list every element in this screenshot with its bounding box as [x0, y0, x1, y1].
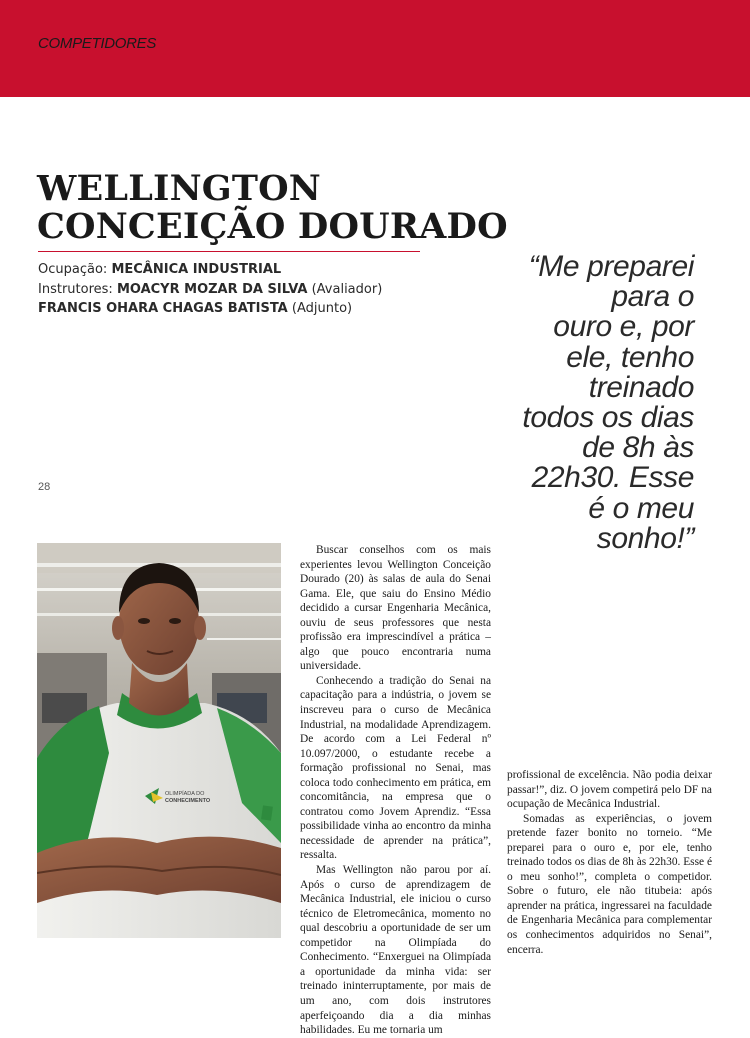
instructor-1-role: (Avaliador) — [311, 281, 383, 297]
body-paragraph-continued: profissional de excelência. Não podia deixar passar!”, diz. O jovem competirá pelo DF na ocupação de Mecânica Industrial. — [507, 769, 712, 811]
pull-quote-line: para o — [611, 280, 694, 314]
instructor-2-line — [38, 299, 458, 319]
pull-quote-line: ele, tenho — [566, 340, 694, 374]
shirt-logo-line-2: CONHECIMENTO — [165, 798, 211, 804]
body-column-1 — [300, 543, 491, 1038]
body-column-2 — [507, 768, 712, 957]
page-number: 28 — [38, 481, 51, 493]
pull-quote-line: é o meu — [588, 491, 694, 525]
body-paragraph: Somadas as experiências, o jovem pretende fazer bonito no torneio. “Me preparei para o ouro e, por ele, tenho treinado todos os dias de 8h às 22h30. Esse é o meu sonho!”, completa o competidor. Sobre o futuro, ele não titubeia: após aprender na prática, ingressarei na faculdade de Engenharia Mecânica para complementar os conhecimentos adquiridos no Senai”, encerra. — [507, 812, 712, 956]
pull-quote-line: ouro e, por — [553, 310, 694, 344]
pull-quote-line: de 8h às — [582, 431, 694, 465]
title-line-2: CONCEIÇÃO DOURADO — [37, 206, 508, 247]
instructor-2-role: (Adjunto) — [291, 301, 353, 316]
body-paragraph: Buscar conselhos com os mais experientes levou Wellington Conceição Dourado (20) às salas de aula do Senai Gama. Ele, que saiu do Ensino Médio decidido a cursar Engenharia Mecânica, ouviu de seus professores que nesta profissão era imprescindível a prática – algo que pouco encontraria numa universidade. — [300, 544, 491, 673]
instructor-2-name: FRANCIS OHARA CHAGAS BATISTA — [38, 301, 288, 316]
pull-quote-line: 22h30. Esse — [531, 461, 694, 495]
shirt-logo-line-1: OLIMPÍADA DO — [165, 791, 205, 797]
occupation-label: Ocupação: — [38, 262, 108, 277]
instructors-line — [38, 280, 458, 300]
occupation-value: MECÂNICA INDUSTRIAL — [111, 262, 282, 277]
occupation-line — [38, 260, 458, 280]
instructors-label: Instrutores: — [38, 281, 113, 297]
pull-quote-line: “Me preparei — [528, 250, 694, 283]
instructor-1-name: MOACYR MOZAR DA SILVA — [116, 281, 308, 297]
title-line-1: WELLINGTON — [37, 168, 321, 209]
pull-quote-line: treinado — [588, 370, 694, 404]
article-title — [37, 168, 508, 247]
competitor-meta — [38, 260, 458, 319]
section-label: COMPETIDORES — [38, 35, 157, 52]
body-paragraph: Mas Wellington não parou por aí. Após o curso de aprendizagem de Mecânica Industrial, ele iniciou o curso técnico de Eletromecânica, momento no qual descobriu a oportunidade de ser um competidor na Olimpíada do Conhecimento. “Enxerguei na Olimpíada a oportunidade da minha vida: ser treinado ininterruptamente, por mais de um ano, com dois instrutores aperfeiçoando dia a dia minhas habilidades. Eu me tornaria um — [300, 864, 491, 1037]
pull-quote — [496, 252, 694, 554]
pull-quote-line: sonho!” — [596, 521, 694, 555]
pull-quote-line: todos os dias — [522, 401, 694, 435]
title-divider — [38, 251, 420, 252]
body-paragraph: Conhecendo a tradição do Senai na capacitação para a indústria, o jovem se inscreveu para o curso de Mecânica Industrial, na modalidade Aprendizagem. De acordo com a Lei Federal nº 10.097/2000, o estudante recebe a formação profissional no Senai, mas coloca todo conhecimento em prática, em concomitância, na empresa que o contratou como Jovem Aprendiz. “Essa possibilidade vinha ao encontro da minha necessidade de aprender na prática”, ressalta. — [300, 674, 491, 862]
competitor-photo — [37, 543, 281, 938]
